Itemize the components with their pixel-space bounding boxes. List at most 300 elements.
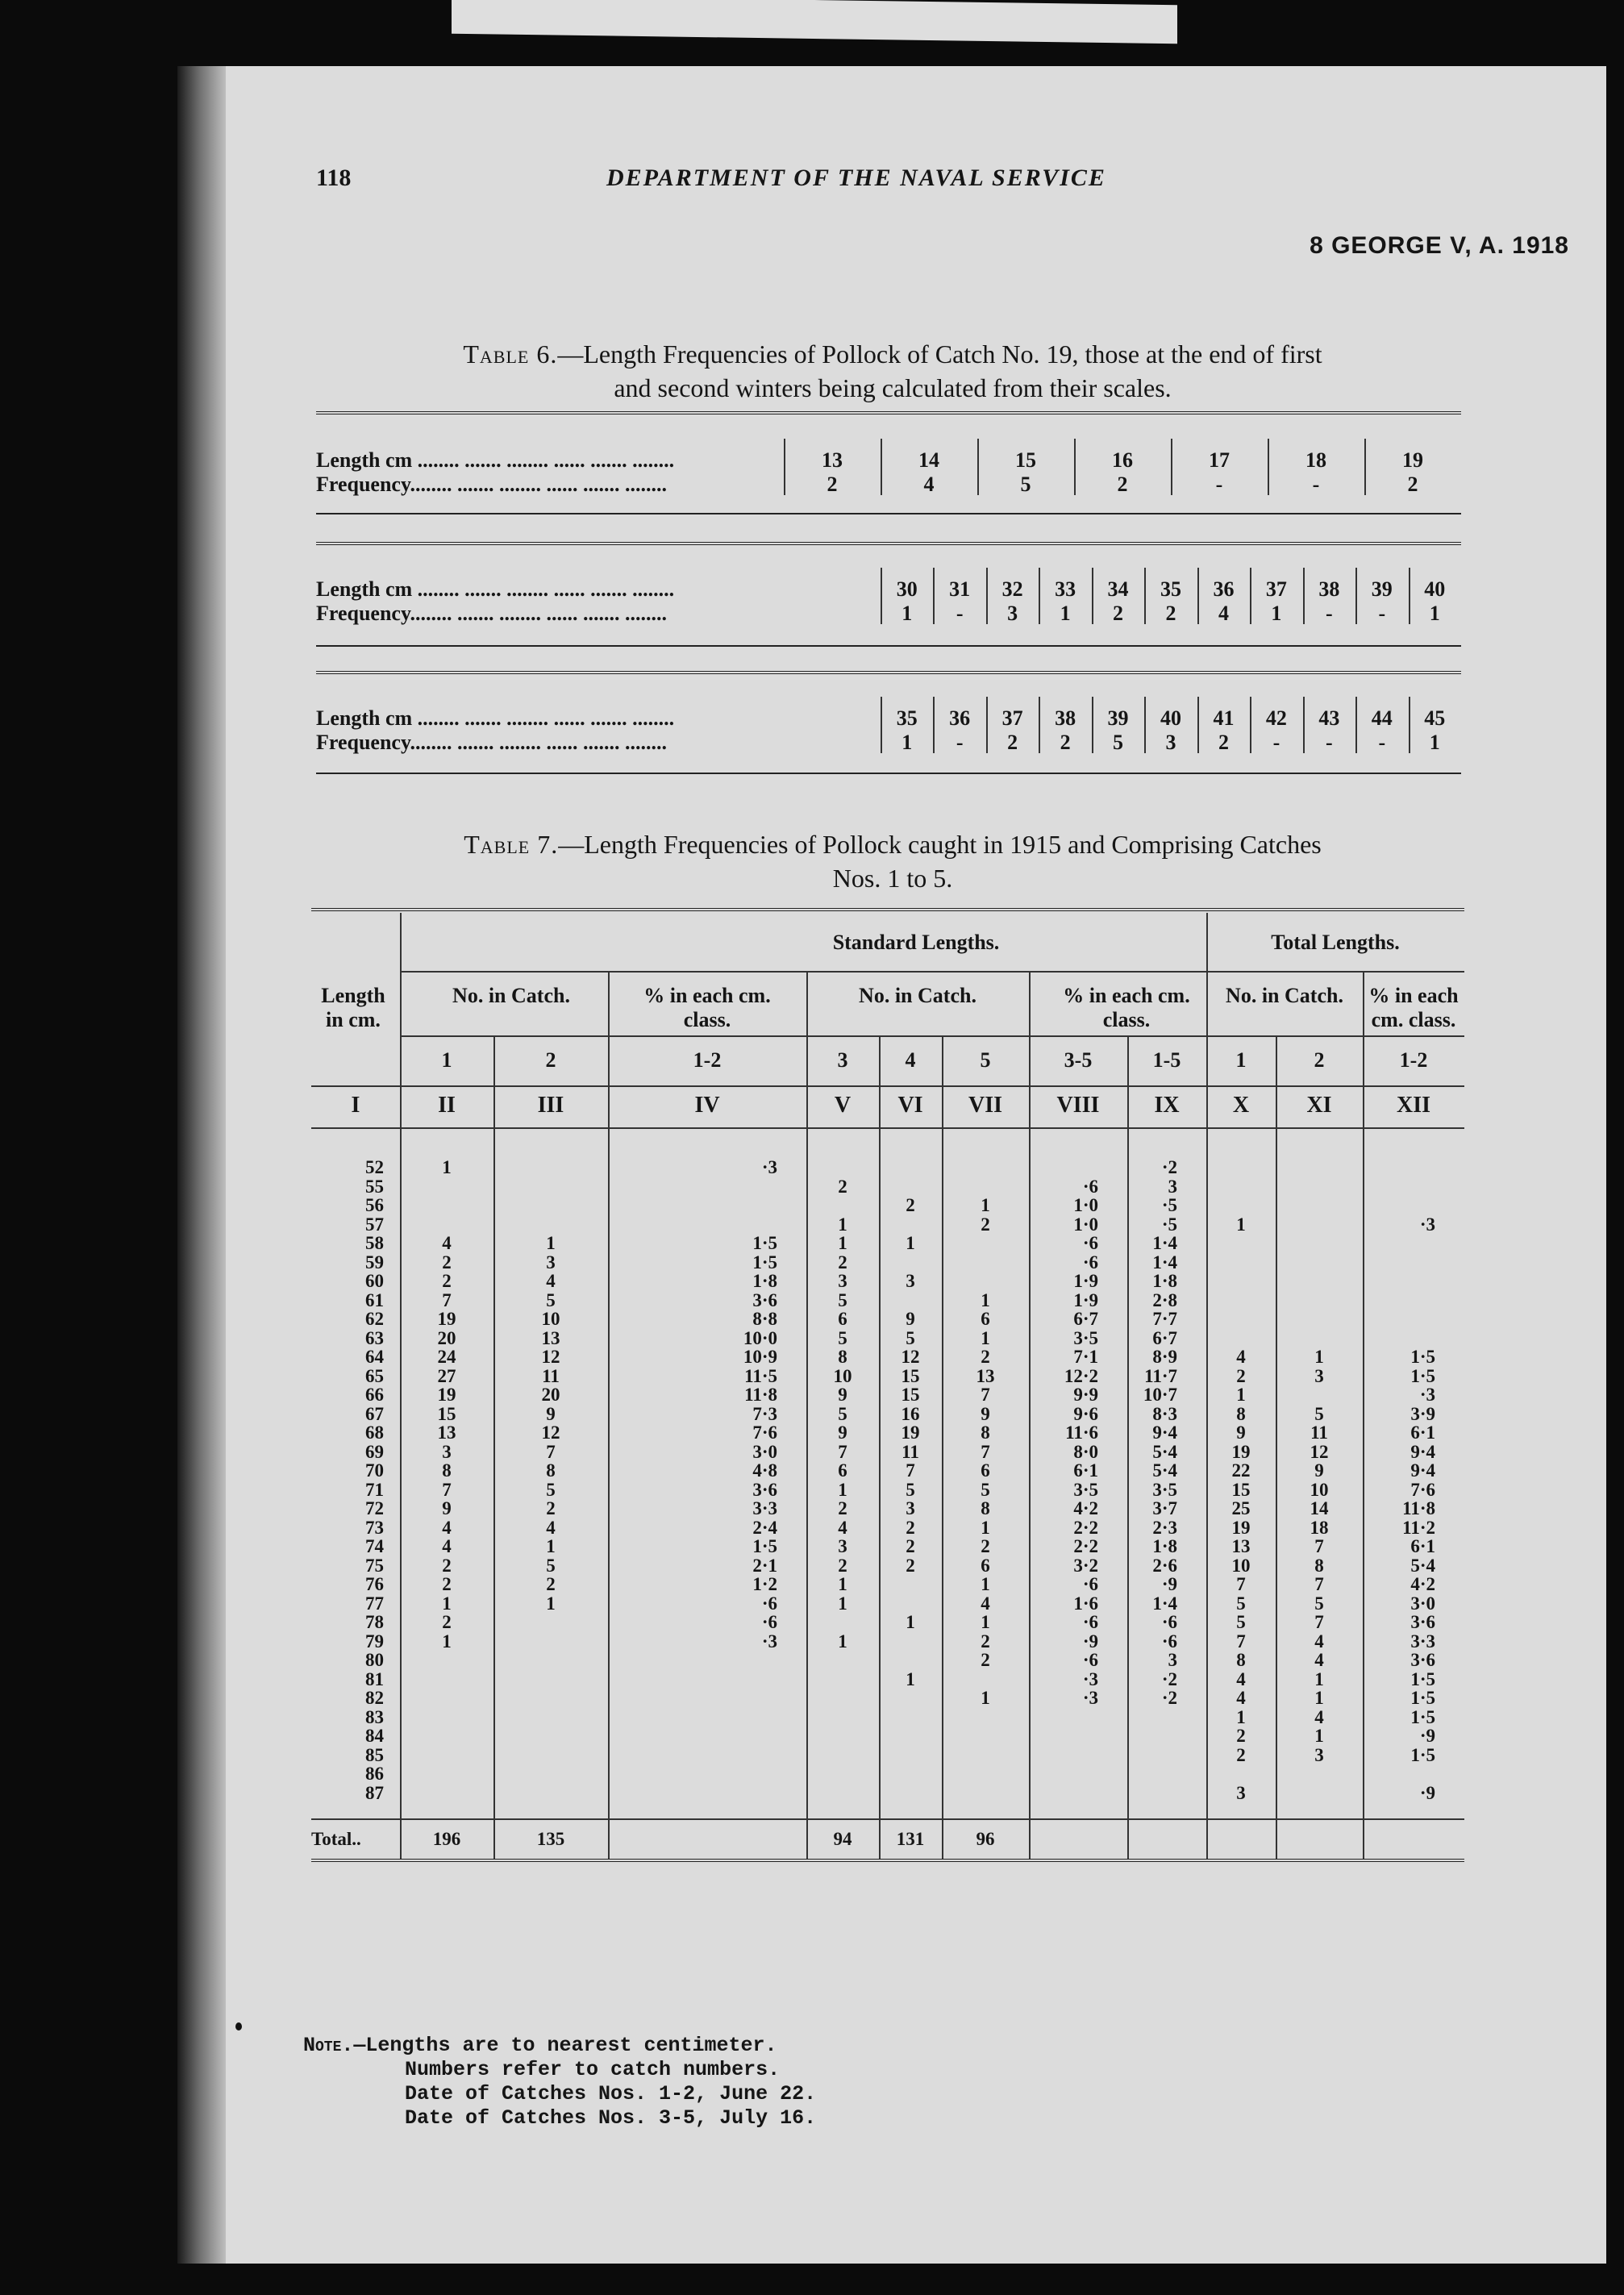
table7-caption-line2: Nos. 1 to 5. <box>832 864 953 893</box>
no-in-catch-heading-b: No. in Catch. <box>859 984 976 1007</box>
value-cell: 8 <box>442 1460 452 1481</box>
value-cell: 10·7 <box>1143 1385 1177 1405</box>
table-row <box>311 1499 1537 1518</box>
length-value: 45 <box>1424 706 1446 730</box>
value-cell: ·2 <box>1161 1668 1177 1689</box>
value-cell: 2 <box>1236 1365 1246 1386</box>
value-cell: ·3 <box>1082 1688 1098 1708</box>
value-cell: 5 <box>1236 1612 1246 1632</box>
length-value: 37 <box>1265 577 1287 601</box>
frequency-value: - <box>1326 602 1333 625</box>
value-cell: 1·5 <box>1410 1365 1435 1386</box>
value-cell: 5 <box>981 1479 990 1500</box>
table6-cell <box>1250 706 1302 755</box>
length-cell: 68 <box>365 1422 384 1443</box>
length-cell: 61 <box>365 1289 384 1310</box>
table7-label: Table 7. <box>464 830 559 859</box>
value-cell: 6 <box>981 1309 990 1329</box>
table6-cell <box>1039 706 1091 755</box>
roman-numeral: XI <box>1306 1093 1332 1118</box>
value-cell: ·6 <box>761 1593 777 1614</box>
value-cell: 19 <box>901 1422 920 1443</box>
value-cell: ·9 <box>1161 1574 1177 1594</box>
value-cell: 19 <box>437 1309 456 1329</box>
table6-cell <box>986 706 1039 755</box>
roman-numeral: VIII <box>1056 1093 1100 1118</box>
value-cell: 7 <box>1314 1536 1324 1556</box>
value-cell: ·6 <box>761 1612 777 1632</box>
table7-column-divider <box>1127 1037 1129 1859</box>
value-cell: 1·8 <box>1152 1271 1177 1291</box>
frequency-value: 2 <box>1117 473 1128 496</box>
roman-numeral: III <box>537 1093 564 1118</box>
value-cell: 20 <box>437 1327 456 1348</box>
value-cell: ·6 <box>1082 1252 1098 1272</box>
table6-row-labels <box>316 448 768 497</box>
value-cell: 1·5 <box>1410 1688 1435 1708</box>
value-cell: 1·5 <box>1410 1744 1435 1765</box>
table-row <box>311 1764 1537 1784</box>
total-label: Total.. <box>311 1829 361 1849</box>
value-cell: 8 <box>838 1347 847 1367</box>
length-cell: 69 <box>365 1441 384 1462</box>
frequency-value: 1 <box>1429 731 1440 754</box>
length-value: 35 <box>1160 577 1181 601</box>
frequency-value: 4 <box>1218 602 1229 625</box>
table6-top-rule <box>316 411 1461 418</box>
value-cell: 1·4 <box>1152 1252 1177 1272</box>
value-cell: 13 <box>437 1422 456 1443</box>
value-cell: 1·5 <box>752 1233 777 1253</box>
total-value: 196 <box>432 1829 461 1849</box>
frequency-value: - <box>1378 731 1386 754</box>
standard-lengths-heading: Standard Lengths. <box>832 931 1000 954</box>
value-cell: 3·2 <box>1073 1555 1098 1576</box>
value-cell: 4·2 <box>1073 1498 1098 1518</box>
table7-column-divider <box>1206 913 1208 1859</box>
value-cell: 2 <box>981 1631 990 1651</box>
table7-column-divider <box>493 1037 495 1859</box>
length-cell: 76 <box>365 1574 384 1594</box>
table6-cell <box>881 577 933 626</box>
page-number: 118 <box>316 165 352 191</box>
value-cell: 3·6 <box>752 1289 777 1310</box>
value-cell: 5 <box>1314 1403 1324 1424</box>
value-cell: 1 <box>1314 1668 1324 1689</box>
value-cell: 1 <box>906 1668 915 1689</box>
catch-number: 1-2 <box>693 1048 722 1072</box>
value-cell: 19 <box>1231 1517 1251 1538</box>
value-cell: 8 <box>1236 1650 1246 1670</box>
table7-note <box>303 2034 816 2130</box>
value-cell: 1 <box>1236 1214 1246 1235</box>
table6-cell <box>881 706 933 755</box>
value-cell: 4 <box>1236 1347 1246 1367</box>
value-cell: 6·1 <box>1410 1536 1435 1556</box>
running-header <box>316 165 1606 197</box>
frequency-value: 1 <box>1271 602 1282 625</box>
value-cell: ·3 <box>1419 1214 1435 1235</box>
value-cell: 1·5 <box>752 1536 777 1556</box>
frequency-value: - <box>956 602 964 625</box>
value-cell: 2 <box>546 1574 556 1594</box>
value-cell: 2 <box>442 1612 452 1632</box>
value-cell: 3 <box>838 1271 847 1291</box>
value-cell: 1·5 <box>1410 1347 1435 1367</box>
pct-class-heading-b: % in each cm. class. <box>1063 984 1190 1031</box>
value-cell: 9 <box>981 1403 990 1424</box>
frequency-label: Frequency <box>316 731 410 754</box>
value-cell: ·3 <box>1419 1385 1435 1405</box>
value-cell: ·3 <box>761 1631 777 1651</box>
length-cell: 87 <box>365 1782 384 1803</box>
table-row <box>311 1594 1537 1614</box>
length-cell: 57 <box>365 1214 384 1235</box>
value-cell: 1 <box>906 1233 915 1253</box>
value-cell: 6·1 <box>1410 1422 1435 1443</box>
value-cell: ·6 <box>1082 1233 1098 1253</box>
value-cell: 1·4 <box>1152 1593 1177 1614</box>
value-cell: 4 <box>838 1517 847 1538</box>
value-cell: ·6 <box>1082 1574 1098 1594</box>
value-cell: 1 <box>981 1574 990 1594</box>
table-row <box>311 1556 1537 1576</box>
value-cell: 14 <box>1310 1498 1329 1518</box>
length-cell: 71 <box>365 1479 384 1500</box>
roman-numeral: VII <box>968 1093 1002 1118</box>
value-cell: 3·6 <box>1410 1612 1435 1632</box>
value-cell: 1 <box>546 1536 556 1556</box>
frequency-value: - <box>956 731 964 754</box>
frequency-row-label: Frequency........ ....... ........ ...... ....... ........ <box>316 602 668 625</box>
value-cell: 8·9 <box>1152 1347 1177 1367</box>
table6-cell <box>1144 706 1197 755</box>
value-cell: 7 <box>906 1460 915 1481</box>
value-cell: 7 <box>1236 1574 1246 1594</box>
value-cell: 7 <box>838 1441 847 1462</box>
length-cell: 70 <box>365 1460 384 1481</box>
length-value: 13 <box>822 448 843 472</box>
length-value: 39 <box>1371 577 1393 601</box>
value-cell: 4 <box>1314 1650 1324 1670</box>
table-row <box>311 1632 1537 1651</box>
value-cell: 1 <box>838 1214 847 1235</box>
table-row <box>311 1405 1537 1424</box>
table-row <box>311 1537 1537 1556</box>
total-row <box>311 1830 1537 1849</box>
value-cell: 20 <box>541 1385 560 1405</box>
value-cell: 1·5 <box>1410 1668 1435 1689</box>
value-cell: 6 <box>838 1460 847 1481</box>
value-cell: ·9 <box>1419 1782 1435 1803</box>
value-cell: ·2 <box>1161 1157 1177 1177</box>
value-cell: ·6 <box>1161 1631 1177 1651</box>
catch-number: 1-2 <box>1399 1048 1428 1072</box>
value-cell: ·6 <box>1082 1650 1098 1670</box>
value-cell: 11·8 <box>744 1385 777 1405</box>
value-cell: 11 <box>902 1441 919 1462</box>
roman-numeral: X <box>1232 1093 1250 1118</box>
value-cell: 1 <box>442 1593 452 1614</box>
table6-row-labels <box>316 577 768 626</box>
value-cell: 1·2 <box>752 1574 777 1594</box>
value-cell: 4·8 <box>752 1460 777 1481</box>
table6-cell <box>1409 577 1461 626</box>
table-row <box>311 1651 1537 1670</box>
value-cell: 7 <box>981 1441 990 1462</box>
value-cell: 5·4 <box>1152 1460 1177 1481</box>
value-cell: 1·6 <box>1073 1593 1098 1614</box>
frequency-value: 2 <box>1218 731 1229 754</box>
value-cell: 1 <box>838 1593 847 1614</box>
value-cell: 8 <box>546 1460 556 1481</box>
value-cell: 3 <box>1314 1365 1324 1386</box>
value-cell: 1·5 <box>1410 1706 1435 1727</box>
value-cell: 2 <box>906 1536 915 1556</box>
value-cell: 2 <box>1236 1726 1246 1746</box>
value-cell: 5 <box>546 1479 556 1500</box>
value-cell: 3·5 <box>1152 1479 1177 1500</box>
value-cell: 7 <box>1236 1631 1246 1651</box>
value-cell: 7 <box>981 1385 990 1405</box>
value-cell: 5 <box>906 1327 915 1348</box>
value-cell: 24 <box>437 1347 456 1367</box>
value-cell: 15 <box>901 1385 920 1405</box>
value-cell: 8 <box>981 1498 990 1518</box>
value-cell: 12 <box>1310 1441 1329 1462</box>
value-cell: 5 <box>546 1289 556 1310</box>
roman-numeral: I <box>351 1093 360 1118</box>
value-cell: ·3 <box>761 1157 777 1177</box>
frequency-value: 2 <box>827 473 838 496</box>
value-cell: 19 <box>1231 1441 1251 1462</box>
value-cell: 12 <box>541 1347 560 1367</box>
value-cell: 1·8 <box>752 1271 777 1291</box>
value-cell: 7 <box>1314 1574 1324 1594</box>
table6-cell <box>1355 706 1408 755</box>
table6-cell <box>1355 577 1408 626</box>
value-cell: 3·5 <box>1073 1479 1098 1500</box>
table6-cell <box>1092 706 1144 755</box>
frequency-value: - <box>1312 473 1320 496</box>
table6-cell <box>933 577 985 626</box>
value-cell: 9 <box>442 1498 452 1518</box>
no-in-catch-heading-a: No. in Catch. <box>452 984 570 1007</box>
value-cell: 2·3 <box>1152 1517 1177 1538</box>
table-row <box>311 1158 1537 1177</box>
value-cell: 1 <box>1314 1688 1324 1708</box>
value-cell: ·6 <box>1082 1612 1098 1632</box>
value-cell: ·2 <box>1161 1688 1177 1708</box>
value-cell: 3·0 <box>752 1441 777 1462</box>
value-cell: 1·5 <box>752 1252 777 1272</box>
frequency-value: - <box>1215 473 1223 496</box>
value-cell: 13 <box>541 1327 560 1348</box>
value-cell: 1 <box>981 1195 990 1215</box>
table7-column-divider <box>806 973 808 1859</box>
frequency-value: 2 <box>1407 473 1418 496</box>
length-value: 38 <box>1055 706 1076 730</box>
value-cell: ·5 <box>1161 1195 1177 1215</box>
roman-numeral: VI <box>897 1093 923 1118</box>
table6-cell <box>1171 448 1268 497</box>
value-cell: 4 <box>546 1271 556 1291</box>
table7-top-rule <box>311 908 1464 914</box>
value-cell: 11·7 <box>1144 1365 1177 1386</box>
frequency-value: 1 <box>1429 602 1440 625</box>
table-row <box>311 1177 1537 1197</box>
value-cell: 9 <box>838 1422 847 1443</box>
frequency-value: 5 <box>1113 731 1124 754</box>
table6-cell <box>1268 448 1364 497</box>
value-cell: 2 <box>838 1252 847 1272</box>
value-cell: 1 <box>906 1612 915 1632</box>
table6-rule <box>316 513 1461 514</box>
length-cell: 81 <box>365 1668 384 1689</box>
frequency-value: 4 <box>923 473 935 496</box>
value-cell: 8 <box>1314 1555 1324 1576</box>
value-cell: 12 <box>901 1347 920 1367</box>
length-cell: 83 <box>365 1706 384 1727</box>
value-cell: 3·6 <box>752 1479 777 1500</box>
table-row <box>311 1518 1537 1538</box>
table-row <box>311 1347 1537 1367</box>
value-cell: 11·2 <box>1402 1517 1435 1538</box>
value-cell: 10·9 <box>743 1347 777 1367</box>
value-cell: 1 <box>546 1593 556 1614</box>
value-cell: 4 <box>442 1517 452 1538</box>
table-row <box>311 1689 1537 1708</box>
frequency-value: 2 <box>1060 731 1071 754</box>
value-cell: 7·6 <box>1410 1479 1435 1500</box>
length-label: Length cm <box>316 706 413 730</box>
length-value: 31 <box>949 577 971 601</box>
length-cell: 73 <box>365 1517 384 1538</box>
table7-bottom-rule <box>311 1859 1464 1865</box>
table6-cell <box>1303 577 1355 626</box>
length-value: 36 <box>1213 577 1235 601</box>
length-value: 36 <box>949 706 971 730</box>
paper-strip <box>452 0 1177 44</box>
table6-rule <box>316 671 1461 677</box>
value-cell: 8·0 <box>1073 1441 1098 1462</box>
length-value: 44 <box>1371 706 1393 730</box>
table-row <box>311 1272 1537 1291</box>
length-value: 37 <box>1001 706 1023 730</box>
total-value: 94 <box>833 1829 852 1849</box>
length-value: 40 <box>1424 577 1446 601</box>
value-cell: ·9 <box>1082 1631 1098 1651</box>
value-cell: 6·7 <box>1073 1309 1098 1329</box>
table6-cell <box>977 448 1074 497</box>
table7-column-divider <box>608 973 610 1859</box>
total-value: 131 <box>896 1829 925 1849</box>
value-cell: 9 <box>546 1403 556 1424</box>
value-cell: 2 <box>442 1271 452 1291</box>
table6-cell <box>1092 577 1144 626</box>
value-cell: 3 <box>1168 1650 1177 1670</box>
length-cell: 78 <box>365 1612 384 1632</box>
frequency-value: - <box>1272 731 1280 754</box>
value-cell: 1 <box>981 1327 990 1348</box>
table-row <box>311 1784 1537 1803</box>
value-cell: 2·2 <box>1073 1517 1098 1538</box>
value-cell: 1 <box>1314 1726 1324 1746</box>
value-cell: 3 <box>1168 1176 1177 1197</box>
roman-numeral: V <box>834 1093 852 1118</box>
length-cell: 65 <box>365 1365 384 1386</box>
value-cell: 7·1 <box>1073 1347 1098 1367</box>
value-cell: 10·0 <box>743 1327 777 1348</box>
value-cell: 3 <box>546 1252 556 1272</box>
frequency-label: Frequency <box>316 473 410 496</box>
value-cell: 2·8 <box>1152 1289 1177 1310</box>
frequency-value: - <box>1378 602 1386 625</box>
value-cell: 4 <box>442 1536 452 1556</box>
table-row <box>311 1575 1537 1594</box>
table6-caption-line2: and second winters being calculated from their scales. <box>614 373 1172 402</box>
catch-number: 3 <box>837 1048 848 1072</box>
value-cell: 19 <box>437 1385 456 1405</box>
value-cell: 6 <box>981 1460 990 1481</box>
value-cell: 12·2 <box>1064 1365 1098 1386</box>
table-row <box>311 1443 1537 1462</box>
value-cell: 9·6 <box>1073 1403 1098 1424</box>
value-cell: 11·6 <box>1065 1422 1098 1443</box>
catch-number: 2 <box>1314 1048 1325 1072</box>
value-cell: 3·6 <box>1410 1650 1435 1670</box>
value-cell: 2 <box>442 1574 452 1594</box>
length-value: 15 <box>1015 448 1036 472</box>
table7 <box>311 893 1537 2031</box>
value-cell: 7 <box>442 1289 452 1310</box>
value-cell: 8·3 <box>1152 1403 1177 1424</box>
catch-number: 1 <box>1235 1048 1247 1072</box>
value-cell: 9 <box>1236 1422 1246 1443</box>
value-cell: 5 <box>1314 1593 1324 1614</box>
length-value: 41 <box>1213 706 1235 730</box>
table7-rule <box>311 1127 1464 1129</box>
table-row <box>311 1746 1537 1765</box>
value-cell: 4 <box>442 1233 452 1253</box>
catch-number: 1 <box>441 1048 452 1072</box>
value-cell: 7·7 <box>1152 1309 1177 1329</box>
table-row <box>311 1708 1537 1727</box>
length-value: 14 <box>918 448 939 472</box>
value-cell: ·6 <box>1161 1612 1177 1632</box>
table6-cell <box>1303 706 1355 755</box>
table6-cell <box>784 448 881 497</box>
roman-numeral: XII <box>1396 1093 1430 1118</box>
table-row <box>311 1329 1537 1348</box>
frequency-value: 2 <box>1113 602 1124 625</box>
value-cell: 4 <box>1236 1688 1246 1708</box>
note-line1: —Lengths are to nearest centimeter. <box>353 2034 777 2057</box>
value-cell: 2·4 <box>752 1517 777 1538</box>
value-cell: 15 <box>437 1403 456 1424</box>
pct-class-heading-c: % in each cm. class. <box>1368 984 1459 1031</box>
value-cell: 4 <box>981 1593 990 1614</box>
value-cell: 2·6 <box>1152 1555 1177 1576</box>
running-title: DEPARTMENT OF THE NAVAL SERVICE <box>606 165 1106 191</box>
value-cell: 8 <box>981 1422 990 1443</box>
catch-number: 3-5 <box>1064 1048 1093 1072</box>
value-cell: 1 <box>981 1517 990 1538</box>
length-cell: 63 <box>365 1327 384 1348</box>
frequency-value: 1 <box>1060 602 1071 625</box>
value-cell: 7 <box>1314 1612 1324 1632</box>
value-cell: 8·8 <box>752 1309 777 1329</box>
